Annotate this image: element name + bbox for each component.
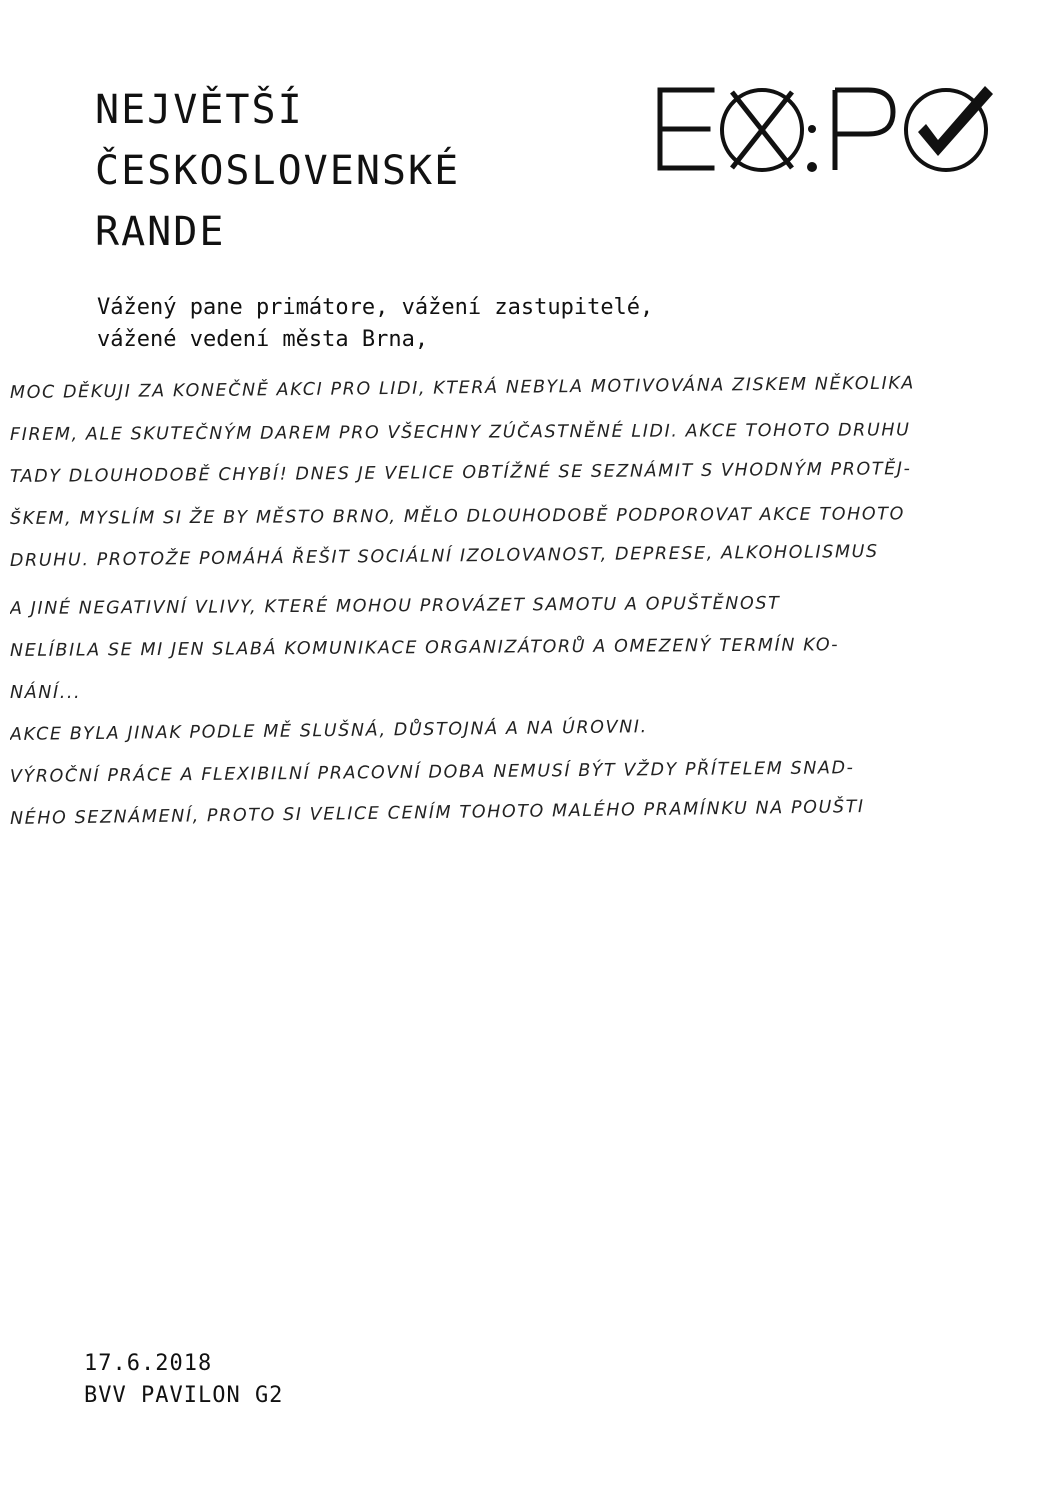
event-title-line-1: NEJVĚTŠÍ — [95, 87, 304, 133]
event-venue: BVV PAVILON G2 — [84, 1383, 284, 1408]
handwritten-line: A JINÉ NEGATIVNÍ VLIVY, KTERÉ MOHOU PROVÁZET SAMOTU A OPUŠTĚNOST — [9, 593, 781, 619]
handwritten-line: NELÍBILA SE MI JEN SLABÁ KOMUNIKACE ORGANIZÁTORŮ A OMEZENÝ TERMÍN KO- — [9, 635, 840, 661]
check-circle-icon — [906, 86, 993, 170]
handwritten-line: DRUHU. PROTOŽE POMÁHÁ ŘEŠIT SOCIÁLNÍ IZOLOVANOST, DEPRESE, ALKOHOLISMUS — [9, 541, 879, 571]
event-title-line-3: RANDE — [95, 209, 226, 255]
handwritten-line: VÝROČNÍ PRÁCE A FLEXIBILNÍ PRACOVNÍ DOBA NEMUSÍ BÝT VŽDY PŘÍTELEM SNAD- — [9, 758, 855, 787]
event-date: 17.6.2018 — [84, 1351, 213, 1376]
handwritten-line: NÉHO SEZNÁMENÍ, PROTO SI VELICE CENÍM TOHOTO MALÉHO PRAMÍNKU NA POUŠTI — [9, 797, 865, 829]
handwritten-message — [10, 372, 1050, 840]
handwritten-line: AKCE BYLA JINAK PODLE MĚ SLUŠNÁ, DŮSTOJNÁ A NA ÚROVNI. — [9, 717, 648, 745]
handwritten-line: NÁNÍ... — [10, 683, 82, 703]
handwritten-line: ŠKEM, MYSLÍM SI ŽE BY MĚSTO BRNO, MĚLO DLOUHODOBĚ PODPOROVAT AKCE TOHOTO — [9, 504, 905, 529]
expo-logo-graphic — [650, 80, 1005, 180]
handwritten-line: TADY DLOUHODOBĚ CHYBÍ! DNES JE VELICE OBTÍŽNÉ SE SEZNÁMIT S VHODNÝM PROTĚJ- — [9, 459, 912, 487]
salutation — [97, 292, 653, 356]
expo-logo — [650, 80, 1005, 180]
salutation-line-2: vážené vedení města Brna, — [97, 327, 429, 352]
x-circle-icon — [722, 90, 802, 170]
event-title-line-2: ČESKOSLOVENSKÉ — [95, 148, 461, 194]
handwritten-line: FIREM, ALE SKUTEČNÝM DAREM PRO VŠECHNY ZÚČASTNĚNÉ LIDI. AKCE TOHOTO DRUHU — [9, 420, 911, 445]
event-footer — [84, 1348, 283, 1412]
salutation-line-1: Vážený pane primátore, vážení zastupitelé, — [97, 295, 654, 320]
handwritten-line: MOC DĚKUJI ZA KONEČNĚ AKCI PRO LIDI, KTERÁ NEBYLA MOTIVOVÁNA ZISKEM NĚKOLIKA — [9, 373, 916, 403]
event-title — [95, 80, 460, 263]
